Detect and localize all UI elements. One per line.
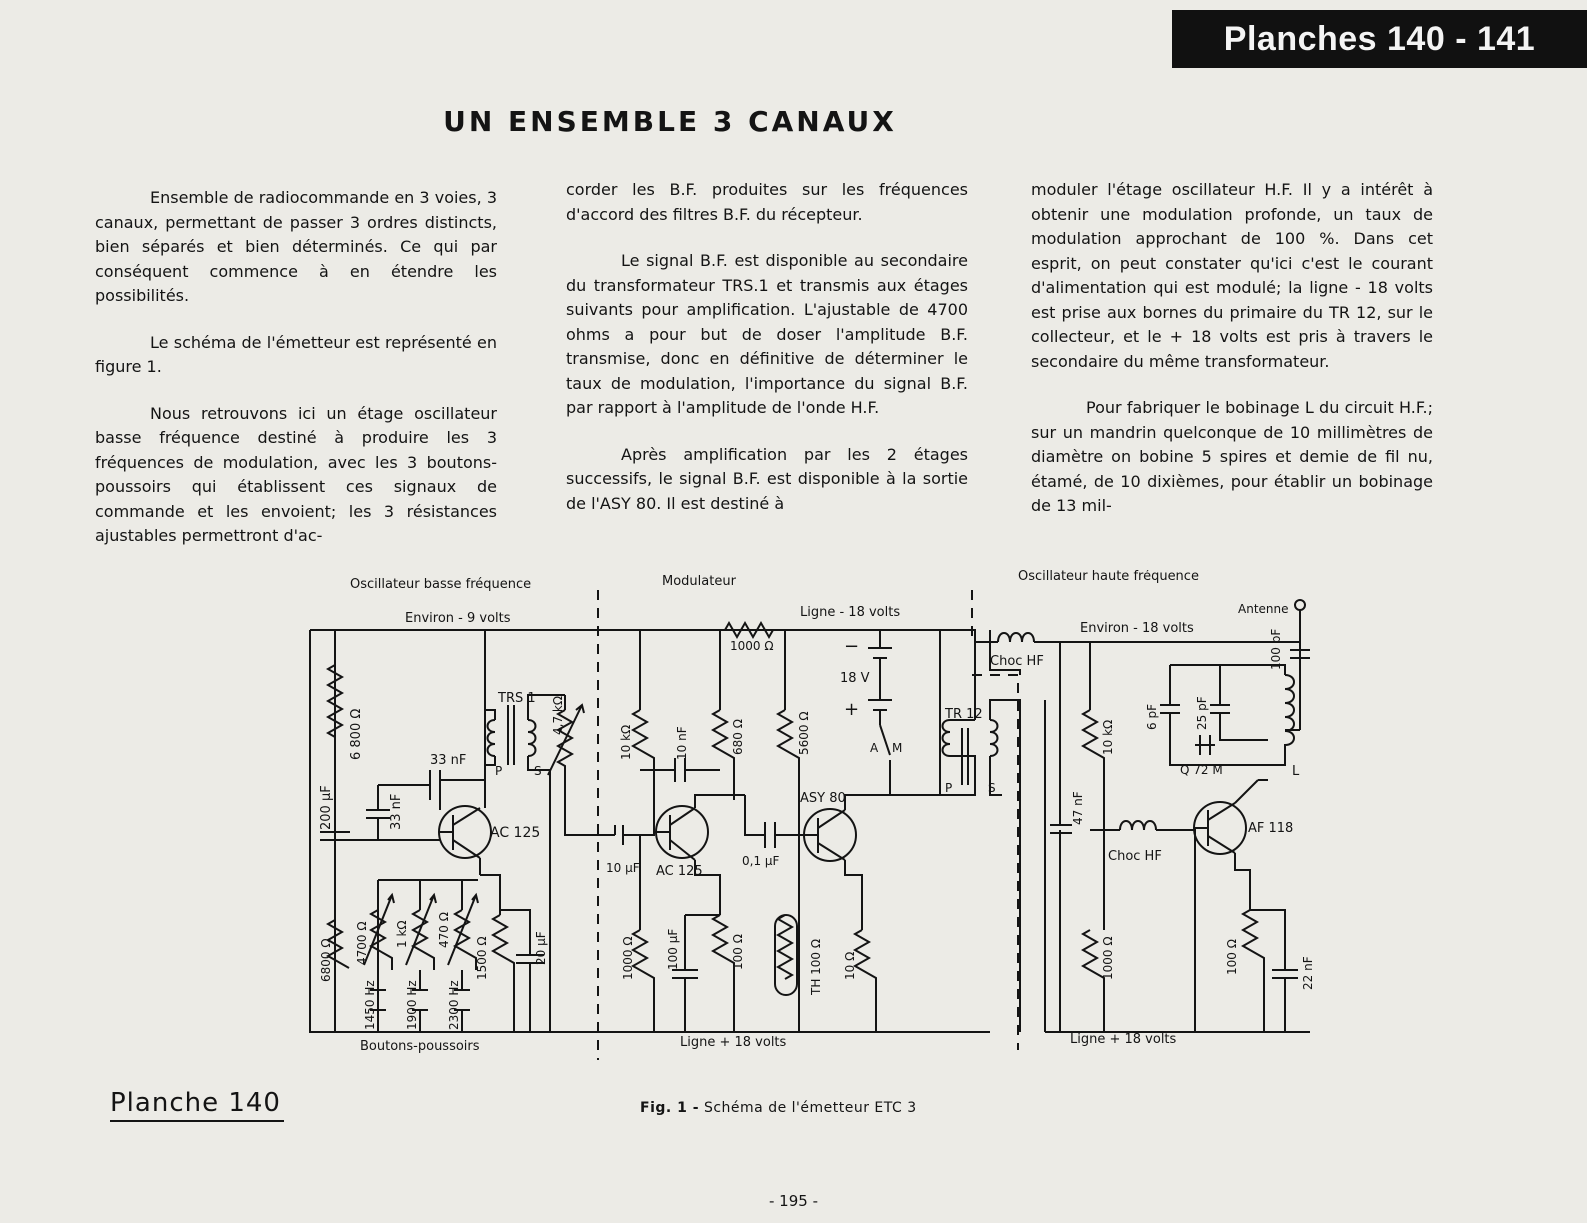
svg-text:22 nF: 22 nF xyxy=(1301,956,1315,990)
svg-text:33 nF: 33 nF xyxy=(389,793,404,830)
res-5600 xyxy=(778,710,799,1032)
svg-text:47 nF: 47 nF xyxy=(1071,791,1085,825)
choc-hf-2 xyxy=(1120,821,1156,830)
paragraph: Ensemble de radiocommande en 3 voies, 3 canaux, permettant de passer 3 ordres distincts, bien séparés et bien déterminés. Ce qui par conséquent commence à en étendre les possibilités. xyxy=(95,188,497,305)
label-ligne-plus18-a: Ligne + 18 volts xyxy=(680,1035,787,1050)
res-100-mod xyxy=(713,915,734,1032)
trs1-primary xyxy=(485,630,495,756)
label-environ-18v: Environ - 18 volts xyxy=(1080,621,1194,636)
label-asy80: ASY 80 xyxy=(800,791,846,806)
svg-text:6 pF: 6 pF xyxy=(1145,704,1159,730)
svg-text:18 V: 18 V xyxy=(840,671,870,686)
label-af118: AF 118 xyxy=(1248,821,1294,836)
paragraph: Après amplification par les 2 étages successifs, le signal B.F. est disponible à la sortie de l'ASY 80. Il est destiné à xyxy=(566,444,968,513)
svg-text:1000 Ω: 1000 Ω xyxy=(730,639,774,653)
svg-text:100 Ω: 100 Ω xyxy=(1225,939,1239,975)
paragraph: Nous retrouvons ici un étage oscillateur basse fréquence destiné à produire les 3 fréquences de modulation, avec les 3 boutons-poussoirs qui établissent ces signaux de commande et les envoient; les 3 résistances ajustables permettront d'ac- xyxy=(95,403,497,545)
planches-header-tab: Planches 140 - 141 xyxy=(1172,10,1587,68)
tr12-secondary xyxy=(990,720,998,756)
res-100-hf xyxy=(1243,910,1264,1032)
res-1000-top xyxy=(725,623,773,637)
label-tr12: TR 12 xyxy=(945,707,983,722)
paragraph: moduler l'étage oscillateur H.F. Il y a intérêt à obtenir une modulation profonde, un taux de modulation approchant de 100 %. Dans cet esprit, on peut constater qu'ici c'est le courant d'alimentation qui est modulé; la ligne - 18 volts est prise aux bornes du primaire du TR 12, sur le collecteur, et le + 18 volts est pris à travers le secondaire du même transformateur. xyxy=(1031,180,1433,371)
schematic-diagram xyxy=(290,570,1340,1070)
svg-text:−: − xyxy=(844,636,860,657)
svg-text:10 kΩ: 10 kΩ xyxy=(619,724,633,760)
svg-text:2300 Hz: 2300 Hz xyxy=(447,980,461,1030)
planche-label: Planche 140 xyxy=(110,1088,284,1122)
label-boutons: Boutons-poussoirs xyxy=(360,1039,480,1054)
label-antenne: Antenne xyxy=(1238,602,1289,616)
svg-text:P: P xyxy=(945,781,953,795)
svg-text:S: S xyxy=(534,764,542,778)
svg-text:Choc HF: Choc HF xyxy=(990,654,1044,669)
svg-text:L: L xyxy=(1292,764,1300,779)
page-title: UN ENSEMBLE 3 CANAUX xyxy=(443,105,897,138)
svg-text:1900 Hz: 1900 Hz xyxy=(405,980,419,1030)
svg-text:6800 Ω: 6800 Ω xyxy=(319,938,333,982)
svg-text:4700 Ω: 4700 Ω xyxy=(355,921,369,965)
figure-caption: Fig. 1 - Schéma de l'émetteur ETC 3 xyxy=(640,1100,917,1116)
svg-text:4,7 kΩ: 4,7 kΩ xyxy=(551,695,565,735)
paragraph: corder les B.F. produites sur les fréquences d'accord des filtres B.F. du récepteur. xyxy=(566,180,968,224)
label-ac125-2: AC 125 xyxy=(656,864,703,879)
paragraph: Pour fabriquer le bobinage L du circuit H.F.; sur un mandrin quelconque de 10 millimètres de diamètre on bobine 5 spires et demie de fil nu, étamé, de 10 dixièmes, pour établir un bobinage de 13 mil- xyxy=(1031,398,1433,515)
res-10-asy xyxy=(855,930,876,1032)
svg-text:1 kΩ: 1 kΩ xyxy=(395,920,409,948)
svg-text:10 μF: 10 μF xyxy=(606,861,640,875)
svg-text:20 μF: 20 μF xyxy=(534,931,548,965)
label-osc-bf: Oscillateur basse fréquence xyxy=(350,577,532,592)
svg-text:6 800 Ω: 6 800 Ω xyxy=(349,708,364,760)
svg-text:1000 Ω: 1000 Ω xyxy=(1101,936,1115,980)
text-column-2 xyxy=(566,178,968,538)
svg-text:S: S xyxy=(988,781,996,795)
svg-text:25 pF: 25 pF xyxy=(1195,696,1209,730)
svg-text:1000 Ω: 1000 Ω xyxy=(621,936,635,980)
trs1-secondary xyxy=(528,720,536,756)
label-osc-hf: Oscillateur haute fréquence xyxy=(1018,570,1199,584)
svg-text:100 Ω: 100 Ω xyxy=(731,934,745,970)
tr12-primary xyxy=(943,720,951,756)
paragraph: Le schéma de l'émetteur est représenté en figure 1. xyxy=(95,332,497,376)
paragraph: Le signal B.F. est disponible au secondaire du transformateur TRS.1 et transmis aux étages suivants pour amplification. L'ajustable de 4700 ohms a pour but de doser l'amplitude B.F. transmise, donc en définitive de déterminer le taux de modulation, l'importance du signal B.F. par rapport à l'amplitude de l'onde H.F. xyxy=(566,251,968,417)
svg-text:100 μF: 100 μF xyxy=(666,928,680,970)
choc-hf-1 xyxy=(998,633,1034,642)
svg-text:Choc HF: Choc HF xyxy=(1108,849,1162,864)
svg-text:P: P xyxy=(495,764,503,778)
svg-text:Q 72 M: Q 72 M xyxy=(1180,763,1223,777)
label-environ-9v: Environ - 9 volts xyxy=(405,611,511,626)
label-ligne-plus18-b: Ligne + 18 volts xyxy=(1070,1032,1177,1047)
svg-text:200 μF: 200 μF xyxy=(319,785,334,830)
coil-l xyxy=(1268,675,1294,765)
svg-text:470 Ω: 470 Ω xyxy=(437,912,451,948)
svg-text:1500 Ω: 1500 Ω xyxy=(475,936,489,980)
res-10k xyxy=(633,710,654,835)
svg-text:10 kΩ: 10 kΩ xyxy=(1101,719,1115,755)
svg-text:+: + xyxy=(844,699,860,720)
svg-text:A: A xyxy=(870,741,879,755)
res-1500 xyxy=(493,915,514,1032)
svg-text:0,1 μF: 0,1 μF xyxy=(742,854,780,868)
svg-text:33 nF: 33 nF xyxy=(430,753,467,768)
page-number: - 195 - xyxy=(769,1192,818,1210)
pot-4700 xyxy=(558,710,615,835)
svg-text:680 Ω: 680 Ω xyxy=(731,719,745,755)
svg-text:100 pF: 100 pF xyxy=(1269,628,1283,670)
text-column-1 xyxy=(95,186,497,571)
label-trs1: TRS 1 xyxy=(498,691,536,706)
svg-text:10 Ω: 10 Ω xyxy=(843,951,857,980)
svg-text:10 nF: 10 nF xyxy=(675,726,689,760)
svg-text:TH 100 Ω: TH 100 Ω xyxy=(809,938,823,995)
label-modulateur: Modulateur xyxy=(662,574,736,589)
svg-text:M: M xyxy=(892,741,903,755)
label-ac125-1: AC 125 xyxy=(490,825,541,841)
svg-text:5600 Ω: 5600 Ω xyxy=(797,711,811,755)
text-column-3 xyxy=(1031,178,1433,541)
label-ligne-minus18: Ligne - 18 volts xyxy=(800,605,901,620)
svg-text:1450 Hz: 1450 Hz xyxy=(363,980,377,1030)
